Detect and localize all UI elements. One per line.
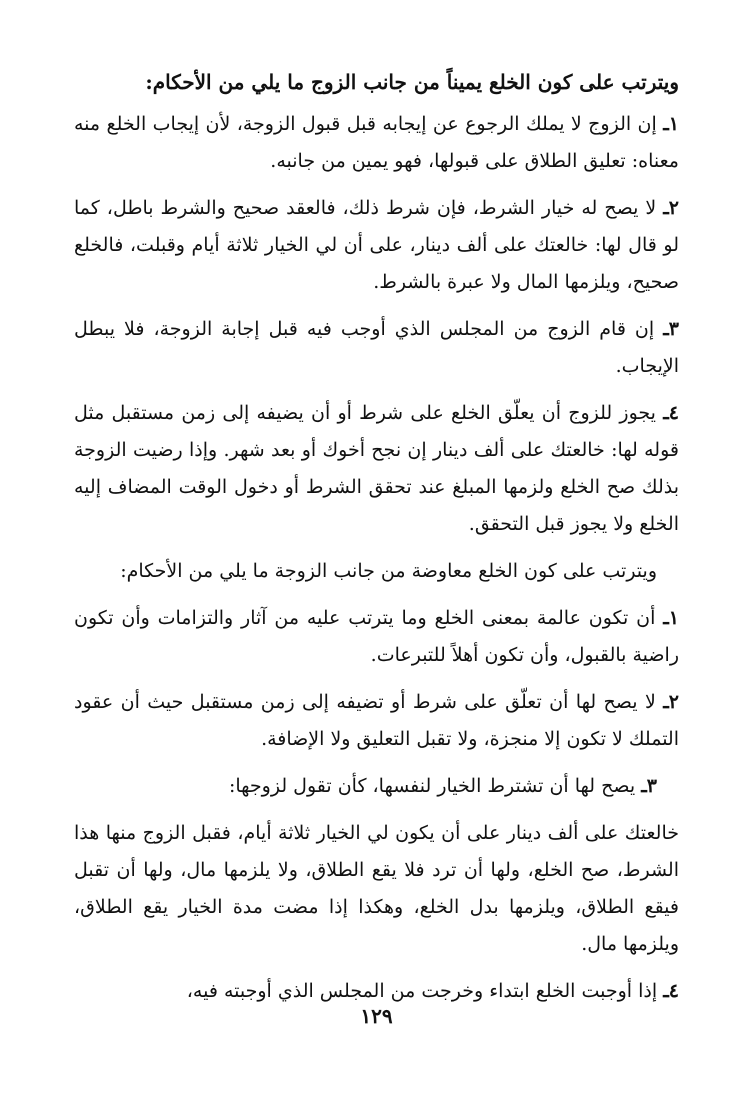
rule-number: ٣ـ <box>663 318 679 340</box>
rule-text: لا يصح له خيار الشرط، فإن شرط ذلك، فالعقد صحيح والشرط باطل، كما لو قال لها: خالعتك على ألف دينار، على أن لي الخيار ثلاثة أيام وقبلت، فالخلع صحيح، ويلزمها المال ولا عبرة بالشرط. <box>74 197 679 293</box>
example-paragraph: خالعتك على ألف دينار على أن يكون لي الخيار ثلاثة أيام، فقبل الزوج منها هذا الشرط، صح الخلع، ولها أن ترد فلا يقع الطلاق، ولا يلزمها مال، ولها أن تقبل فيقع الطلاق، ويلزمها بدل الخلع، وهكذا إذا مضت مدة الخيار يقع الطلاق، ويلزمها مال. <box>74 822 679 955</box>
rule-number: ٣ـ <box>641 775 657 797</box>
husband-rule-2 <box>74 190 679 301</box>
rule-number: ٤ـ <box>663 980 679 1002</box>
husband-rule-4 <box>74 395 679 543</box>
wife-rule-1 <box>74 600 679 674</box>
rule-number: ٤ـ <box>663 402 679 424</box>
rule-number: ١ـ <box>663 607 679 629</box>
rule-number: ١ـ <box>663 113 679 135</box>
wife-intro: ويترتب على كون الخلع معاوضة من جانب الزوجة ما يلي من الأحكام: <box>120 560 657 582</box>
rule-number: ٢ـ <box>663 197 679 219</box>
rule-text: لا يصح لها أن تعلّق على شرط أو تضيفه إلى زمن مستقبل حيث أن عقود التملك لا تكون إلا منجزة، ولا تقبل التعليق ولا الإضافة. <box>74 691 679 750</box>
rule-text: إن الزوج لا يملك الرجوع عن إيجابه قبل قبول الزوجة، لأن إيجاب الخلع منه معناه: تعليق الطلاق على قبولها، فهو يمين من جانبه. <box>74 113 679 172</box>
rule-text: أن تكون عالمة بمعنى الخلع وما يترتب عليه من آثار والتزامات وأن تكون راضية بالقبول، وأن تكون أهلاً للتبرعات. <box>74 607 679 666</box>
husband-rule-3 <box>74 311 679 385</box>
rule-text: إذا أوجبت الخلع ابتداء وخرجت من المجلس الذي أوجبته فيه، <box>186 980 658 1002</box>
rule-text: إن قام الزوج من المجلس الذي أوجب فيه قبل إجابة الزوجة، فلا يبطل الإيجاب. <box>74 318 679 377</box>
section-heading: ويترتب على كون الخلع يميناً من جانب الزوج ما يلي من الأحكام: <box>145 70 679 94</box>
rule-text: يصح لها أن تشترط الخيار لنفسها، كأن تقول لزوجها: <box>228 775 636 797</box>
rule-number: ٢ـ <box>663 691 679 713</box>
rule-text: يجوز للزوج أن يعلّق الخلع على شرط أو أن يضيفه إلى زمن مستقبل مثل قوله لها: خالعتك على ألف دينار إن نجح أخوك أو بعد شهر. وإذا رضيت الزوجة بذلك صح الخلع ولزمها المبلغ عند تحقق الشرط أو دخول الوقت المضاف إليه الخلع ولا يجوز قبل التحقق. <box>74 402 679 535</box>
wife-rule-2 <box>74 684 679 758</box>
page-number: ١٢٩ <box>360 1004 393 1028</box>
husband-rule-1 <box>74 106 679 180</box>
wife-rule-3 <box>74 768 679 805</box>
